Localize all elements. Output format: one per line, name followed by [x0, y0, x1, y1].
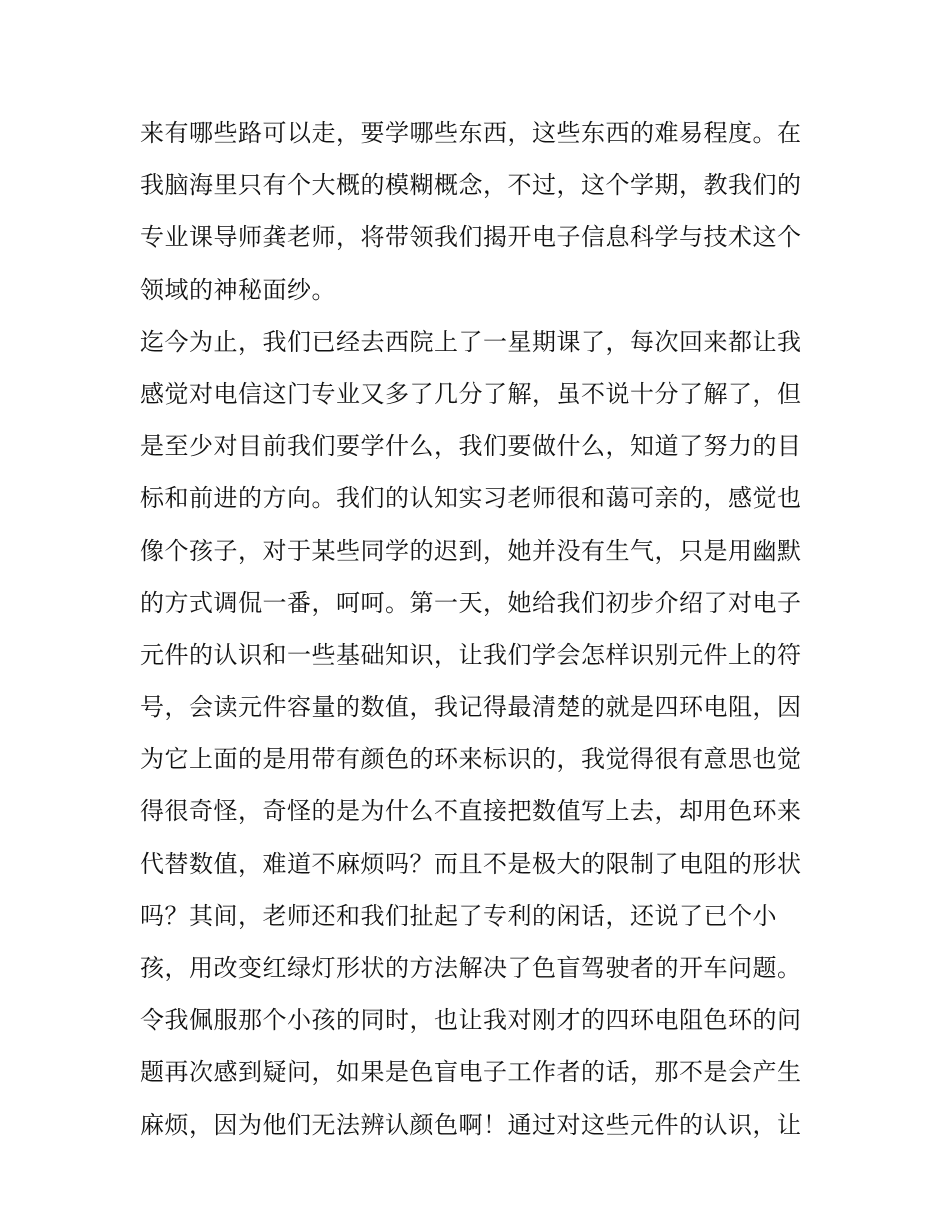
text-line: 为它上面的是用带有颜色的环来标识的，我觉得很有意思也觉 [140, 745, 802, 774]
body-text [140, 107, 820, 1151]
text-line: 题再次感到疑问，如果是色盲电子工作者的话，那不是会产生 [140, 1058, 802, 1087]
text-line: 得很奇怪，奇怪的是为什么不直接把数值写上去，却用色环来 [140, 797, 802, 826]
text-line: 迄今为止，我们已经去西院上了一星期课了，每次回来都让我 [140, 327, 802, 356]
text-line: 标和前进的方向。我们的认知实习老师很和蔼可亲的，感觉也 [140, 484, 802, 513]
text-line: 领域的神秘面纱。 [140, 275, 336, 304]
text-line: 代替数值，难道不麻烦吗？而且不是极大的限制了电阻的形状 [140, 849, 802, 878]
text-line: 吗？其间，老师还和我们扯起了专利的闲话，还说了已个小 [140, 901, 777, 930]
text-line: 我脑海里只有个大概的模糊概念，不过，这个学期，教我们的 [140, 171, 802, 200]
text-line: 麻烦，因为他们无法辨认颜色啊！通过对这些元件的认识，让 [140, 1110, 802, 1139]
text-line: 是至少对目前我们要学什么，我们要做什么，知道了努力的目 [140, 432, 802, 461]
text-line: 来有哪些路可以走，要学哪些东西，这些东西的难易程度。在 [140, 119, 802, 147]
text-line: 孩，用改变红绿灯形状的方法解决了色盲驾驶者的开车问题。 [140, 954, 802, 982]
text-line: 令我佩服那个小孩的同时，也让我对刚才的四环电阻色环的问 [140, 1006, 802, 1035]
text-line: 号，会读元件容量的数值，我记得最清楚的就是四环电阻，因 [140, 693, 802, 722]
text-line: 的方式调侃一番，呵呵。第一天，她给我们初步介绍了对电子 [140, 588, 802, 617]
text-line: 像个孩子，对于某些同学的迟到，她并没有生气，只是用幽默 [140, 536, 802, 565]
text-line: 专业课导师龚老师，将带领我们揭开电子信息科学与技术这个 [140, 223, 802, 252]
text-line: 元件的认识和一些基础知识，让我们学会怎样识别元件上的符 [140, 640, 802, 669]
text-line: 感觉对电信这门专业又多了几分了解，虽不说十分了解了，但 [140, 379, 802, 408]
